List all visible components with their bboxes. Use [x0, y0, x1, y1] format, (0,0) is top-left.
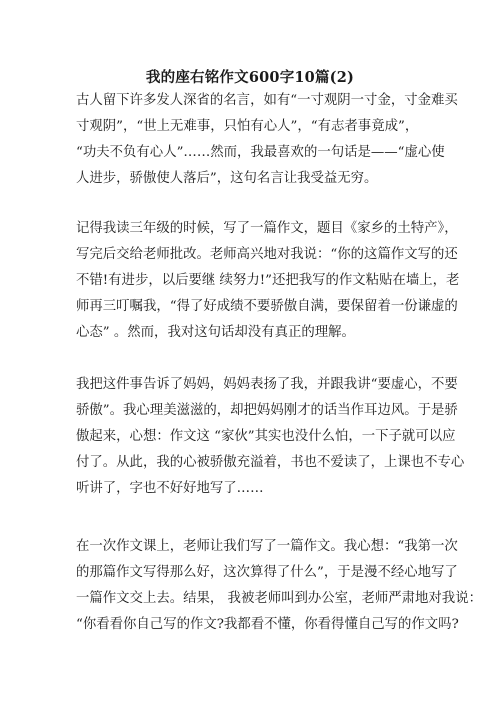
paragraph-4-line-3: 一篇作文交上去。结果， 我被老师叫到办公室，老师严肃地对我说： — [76, 591, 482, 606]
paragraph-1-line-3: “功夫不负有心人”……然而，我最喜欢的一句话是——“虚心使 — [76, 145, 445, 160]
paragraph-4-line-1: 在一次作文课上，老师让我们写了一篇作文。我心想：“我第一次 — [76, 539, 458, 554]
paragraph-3-line-4: 付了。从此，我的心被骄傲充溢着，书也不爱读了，上课也不专心 — [76, 455, 465, 470]
paragraph-3-line-5: 听讲了，字也不好好地写了…… — [76, 481, 264, 496]
paragraph-4-line-4: “你看看你自己写的作文?我都看不懂，你看得懂自己写的作文吗? — [76, 617, 459, 632]
paragraph-2-line-1: 记得我读三年级的时候，写了一篇作文，题目《家乡的土特产》， — [76, 221, 458, 236]
article-title: 我的座右铭作文600字10篇(2) — [145, 69, 355, 86]
paragraph-1-line-1: 古人留下许多发人深省的名言，如有“一寸观阴一寸金，寸金难买 — [76, 93, 458, 108]
paragraph-2-line-4: 师再三叮嘱我，“得了好成绩不要骄傲自满，要保留着一份谦虚的 — [76, 299, 458, 314]
paragraph-3-line-2: 骄傲”。我心理美滋滋的，却把妈妈刚才的话当作耳边风。于是骄 — [76, 403, 458, 418]
paragraph-2-line-3: 不错!有进步，以后要继 续努力!”还把我写的作文粘贴在墙上，老 — [76, 273, 460, 288]
paragraph-2-line-5: 心态” 。然而，我对这句话却没有真正的理解。 — [76, 325, 355, 340]
paragraph-4-line-2: 的那篇作文写得那么好，这次算得了什么”，于是漫不经心地写了 — [76, 565, 458, 580]
paragraph-3-line-3: 傲起来，心想：作文这 “家伙”其实也没什么怕，一下子就可以应 — [76, 429, 456, 444]
paragraph-1-line-4: 人进步，骄傲使人落后”，这句名言让我受益无穷。 — [76, 171, 378, 186]
paragraph-3-line-1: 我把这件事告诉了妈妈，妈妈表扬了我，并跟我讲“要虚心，不要 — [76, 377, 458, 392]
paragraph-1-line-2: 寸观阴”，“世上无难事，只怕有心人”，“有志者事竟成”， — [76, 119, 419, 134]
paragraph-2-line-2: 写完后交给老师批改。老师高兴地对我说：“你的这篇作文写的还 — [76, 247, 458, 262]
